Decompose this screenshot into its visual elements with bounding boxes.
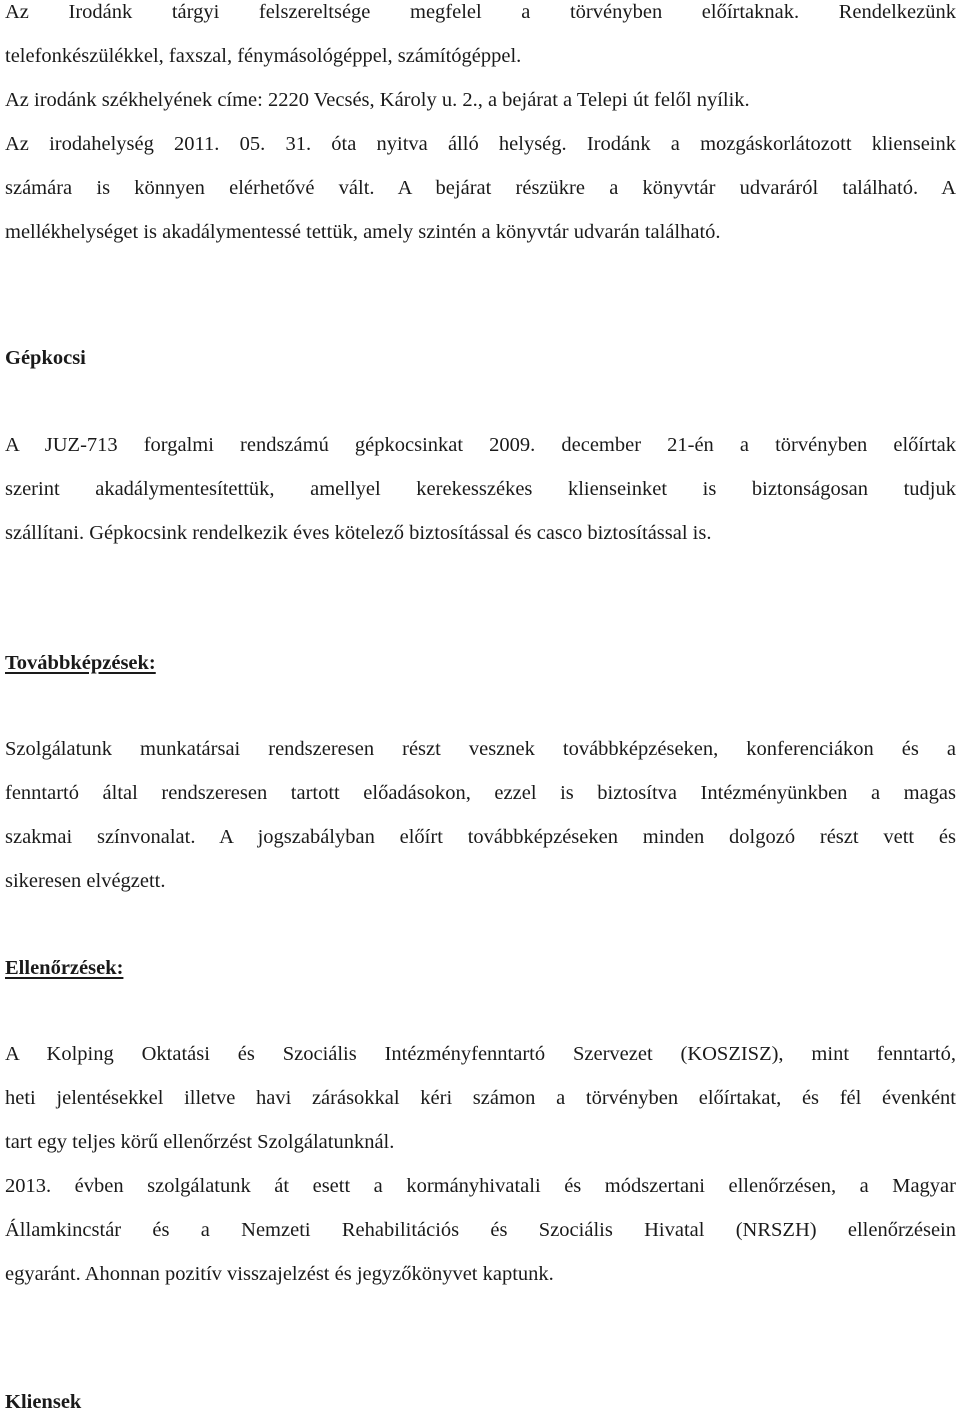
intro-line: Az irodahelység 2011. 05. 31. óta nyitva álló helység. Irodánk a mozgáskorlátozott klienseink: [5, 133, 956, 155]
ellenorzesek-line: A Kolping Oktatási és Szociális Intézményfenntartó Szervezet (KOSZISZ), mint fenntartó,: [5, 1043, 956, 1065]
ellenorzesek-line: Államkincstár és a Nemzeti Rehabilitációs és Szociális Hivatal (NRSZH) ellenőrzésein: [5, 1219, 956, 1241]
section-heading-tovabbkepzesek: Továbbképzések:: [5, 652, 156, 674]
ellenorzesek-line: heti jelentésekkel illetve havi zárásokkal kéri számon a törvényben előírtakat, és fél évenként: [5, 1087, 956, 1109]
intro-line: számára is könnyen elérhetővé vált. A bejárat részükre a könyvtár udvaráról található. A: [5, 177, 956, 199]
gepkocsi-line: A JUZ-713 forgalmi rendszámú gépkocsinkat 2009. december 21-én a törvényben előírtak: [5, 434, 956, 456]
tovabbkepzesek-line: Szolgálatunk munkatársai rendszeresen részt vesznek továbbképzéseken, konferenciákon és a: [5, 738, 956, 760]
ellenorzesek-line: egyaránt. Ahonnan pozitív visszajelzést és jegyzőkönyvet kaptunk.: [5, 1263, 554, 1285]
intro-line: telefonkészülékkel, faxszal, fénymásológéppel, számítógéppel.: [5, 45, 522, 67]
section-heading-gepkocsi: Gépkocsi: [5, 347, 86, 369]
section-heading-ellenorzesek: Ellenőrzések:: [5, 957, 124, 979]
intro-line: mellékhelységet is akadálymentessé tettük, amely szintén a könyvtár udvarán található.: [5, 221, 721, 243]
tovabbkepzesek-line: szakmai színvonalat. A jogszabályban előírt továbbképzéseken minden dolgozó részt vett és: [5, 826, 956, 848]
section-heading-kliensek: Kliensek: [5, 1391, 82, 1413]
intro-line: Az irodánk székhelyének címe: 2220 Vecsés, Károly u. 2., a bejárat a Telepi út felől nyílik.: [5, 89, 750, 111]
ellenorzesek-line: tart egy teljes körű ellenőrzést Szolgálatunknál.: [5, 1131, 395, 1153]
gepkocsi-paragraph: [5, 423, 956, 555]
ellenorzesek-paragraph-1: [5, 1032, 956, 1164]
intro-line: Az Irodánk tárgyi felszereltsége megfelel a törvényben előírtaknak. Rendelkezünk: [5, 1, 956, 23]
gepkocsi-line: szállítani. Gépkocsink rendelkezik éves kötelező biztosítással és casco biztosítással is.: [5, 522, 712, 544]
tovabbkepzesek-line: sikeresen elvégzett.: [5, 870, 166, 892]
tovabbkepzesek-paragraph: [5, 727, 956, 903]
intro-paragraph: [5, 0, 956, 254]
gepkocsi-line: szerint akadálymentesítettük, amellyel kerekesszékes klienseinket is biztonságosan tudjuk: [5, 478, 956, 500]
ellenorzesek-paragraph-2: [5, 1164, 956, 1296]
ellenorzesek-line: 2013. évben szolgálatunk át esett a kormányhivatali és módszertani ellenőrzésen, a Magyar: [5, 1175, 956, 1197]
tovabbkepzesek-line: fenntartó által rendszeresen tartott előadásokon, ezzel is biztosítva Intézményünkben a magas: [5, 782, 956, 804]
